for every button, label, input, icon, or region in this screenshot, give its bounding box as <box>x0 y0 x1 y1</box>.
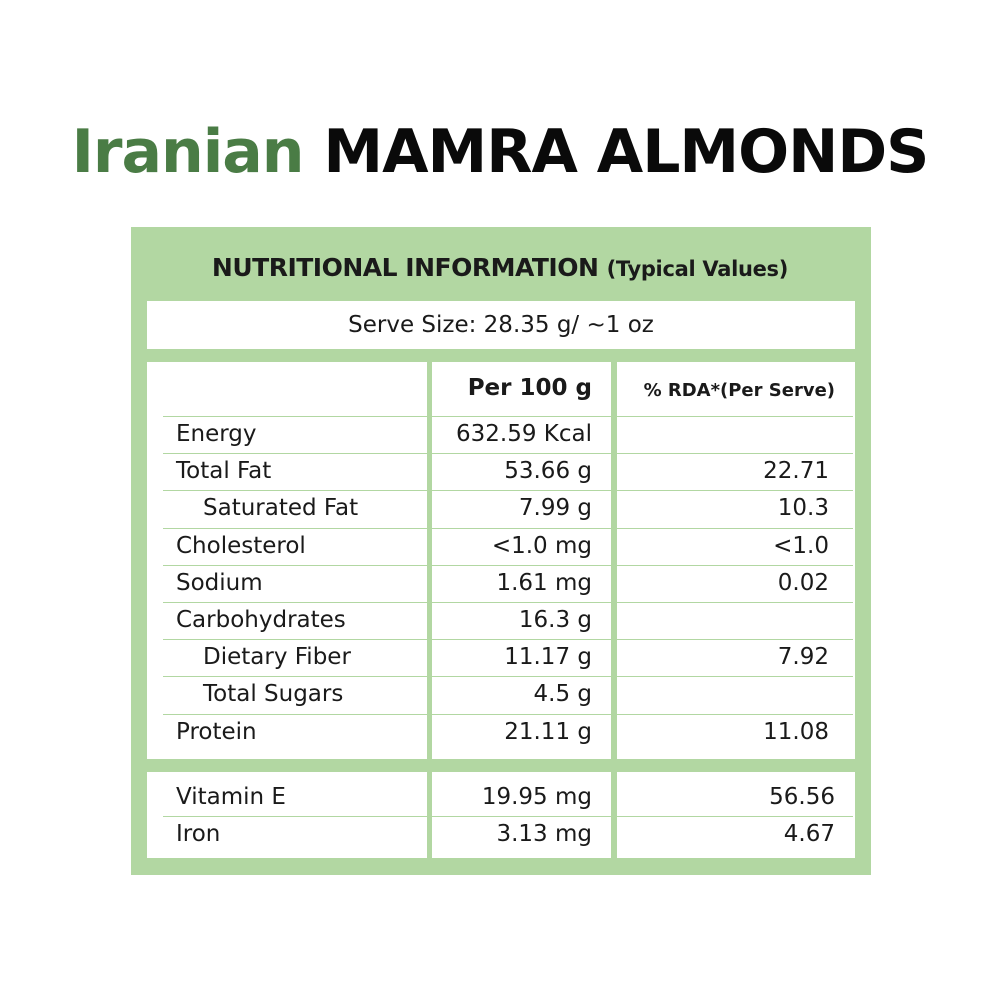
rda-value: 56.56 <box>769 784 835 810</box>
mineral-name: Iron <box>176 821 221 847</box>
nutrient-name: Cholesterol <box>176 533 306 559</box>
nutrient-name: Saturated Fat <box>203 495 359 521</box>
per100-value: 19.95 mg <box>481 784 592 810</box>
per100-header: Per 100 g <box>467 375 592 401</box>
nutrient-name: Energy <box>176 421 257 447</box>
title-accent: Iranian <box>71 117 304 187</box>
rda-value: 22.71 <box>763 458 829 484</box>
nutrient-name: Total Fat <box>176 458 272 484</box>
title-main: MAMRA ALMONDS <box>323 117 929 187</box>
rda-value: 10.3 <box>777 495 829 521</box>
rda-header: % RDA*(Per Serve) <box>643 380 835 401</box>
nutrient-name: Protein <box>176 719 257 745</box>
per100-value: 1.61 mg <box>496 570 592 596</box>
per100-value: 7.99 g <box>518 495 592 521</box>
per100-value: 16.3 g <box>518 607 592 633</box>
heading-main: NUTRITIONAL INFORMATION <box>211 253 599 282</box>
per100-value: 11.17 g <box>504 644 592 670</box>
nutrient-name: Carbohydrates <box>176 607 346 633</box>
rda-value: 4.67 <box>783 821 835 847</box>
per100-value: 21.11 g <box>504 719 592 745</box>
rda-value: 0.02 <box>777 570 829 596</box>
rda-value: 11.08 <box>763 719 829 745</box>
per100-value: 4.5 g <box>533 681 592 707</box>
serve-size: Serve Size: 28.35 g/ ~1 oz <box>147 301 855 349</box>
per100-value: 632.59 Kcal <box>455 421 592 447</box>
heading-sub: (Typical Values) <box>606 257 789 281</box>
nutrient-name: Dietary Fiber <box>203 644 351 670</box>
per100-value: 3.13 mg <box>496 821 592 847</box>
product-title <box>0 112 1000 192</box>
rda-value: 7.92 <box>777 644 829 670</box>
per100-value: 53.66 g <box>504 458 592 484</box>
nutrient-name: Total Sugars <box>203 681 344 707</box>
nutrient-name: Sodium <box>176 570 263 596</box>
rda-value: <1.0 <box>773 533 829 559</box>
per100-value: <1.0 mg <box>491 533 592 559</box>
nutrition-heading <box>0 250 1000 287</box>
mineral-name: Vitamin E <box>176 784 286 810</box>
